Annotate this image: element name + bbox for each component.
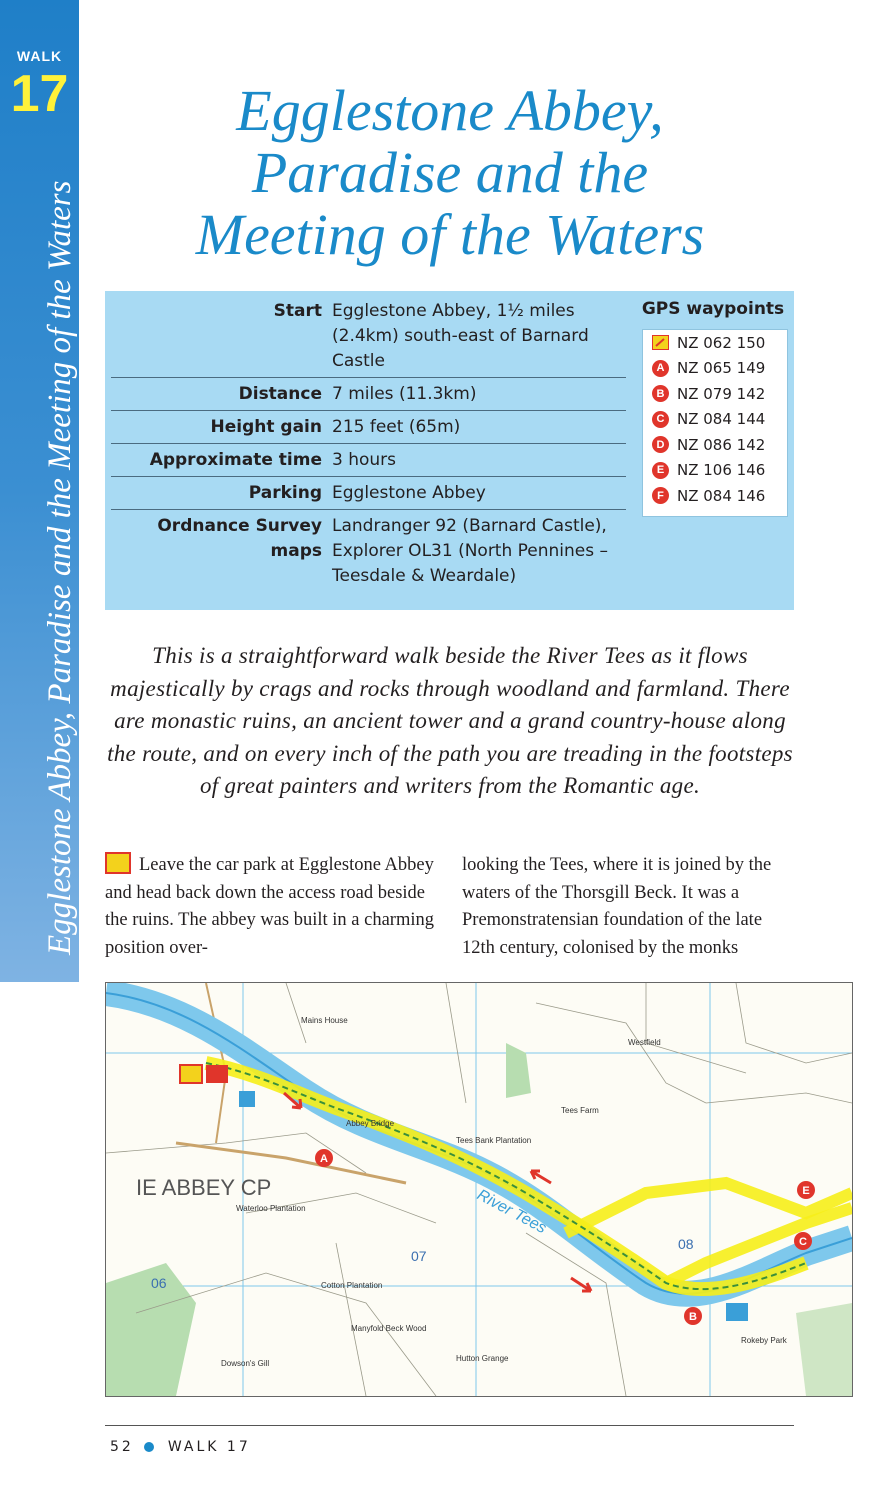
waypoint-c-icon: C <box>652 411 669 428</box>
gps-item <box>643 458 787 484</box>
gps-item <box>643 407 787 433</box>
map-marker-label: B <box>689 1311 697 1323</box>
title-line-2: Paradise and the <box>251 140 649 205</box>
woodland-area <box>506 1043 531 1098</box>
building-icon <box>726 1303 748 1321</box>
map-label: Tees Bank Plantation <box>456 1136 532 1145</box>
parking-icon <box>206 1065 228 1083</box>
map-label: Cotton Plantation <box>321 1281 383 1290</box>
walk-label: WALK <box>16 48 63 64</box>
info-row-time <box>111 444 626 477</box>
body-column-2 <box>462 852 794 962</box>
info-table <box>111 295 626 592</box>
woodland-area <box>796 1303 852 1396</box>
map-label: Mains House <box>301 1016 348 1025</box>
map-label: River Tees <box>474 1186 550 1238</box>
side-band <box>0 0 79 982</box>
direction-arrow-icon <box>571 1278 591 1291</box>
gps-item <box>643 356 787 382</box>
map-label: Waterloo Plantation <box>236 1204 306 1213</box>
footer-rule <box>105 1425 794 1426</box>
intro-paragraph: This is a straightforward walk beside the River Tees as it flows majestically by crags and rocks through woodland and farmland. There are monastic ruins, an ancient tower and a grand country-house along the route, and on every inch of the path you are treading in the footsteps of great painters and writers from the Romantic age. <box>107 643 793 798</box>
map-marker-label: E <box>802 1185 810 1197</box>
gps-grid: NZ 084 144 <box>677 410 766 429</box>
map-label: Westfield <box>628 1038 661 1047</box>
gps-box <box>632 291 794 529</box>
map-label: Tees Farm <box>561 1106 599 1115</box>
map-marker-label: C <box>799 1236 807 1248</box>
map-svg <box>106 983 852 1396</box>
info-label: Ordnance Survey maps <box>157 516 322 561</box>
title-line-1: Egglestone Abbey, <box>236 78 664 143</box>
gps-grid: NZ 106 146 <box>677 461 766 480</box>
title-line-3: Meeting of the Waters <box>195 202 705 267</box>
info-value: 215 feet (65m) <box>332 417 461 437</box>
gps-item <box>643 381 787 407</box>
info-label: Distance <box>238 384 322 404</box>
map-label: IE ABBEY CP <box>136 1175 272 1200</box>
map-label: 07 <box>411 1248 427 1264</box>
info-row-start <box>111 295 626 378</box>
start-marker-icon <box>105 852 131 874</box>
map-label: Hutton Grange <box>456 1354 509 1363</box>
footer-walk: WALK 17 <box>167 1439 251 1455</box>
body-column-1 <box>105 852 437 962</box>
waypoint-f-icon: F <box>652 487 669 504</box>
waypoint-a-icon: A <box>652 360 669 377</box>
info-icon <box>239 1091 255 1107</box>
map-label: Dowson's Gill <box>221 1359 270 1368</box>
info-value: Landranger 92 (Barnard Castle), Explorer OL31 (North Pennines – Teesdale & Weardale) <box>332 516 609 586</box>
waypoint-b-icon: B <box>652 385 669 402</box>
info-value: Egglestone Abbey <box>332 483 486 503</box>
page-footer <box>110 1439 251 1455</box>
map-label: Manyfold Beck Wood <box>351 1324 427 1333</box>
body-text: looking the Tees, where it is joined by the waters of the Thorsgill Beck. It was a Premonstratensian foundation of the late 12th century, colonised by the monks <box>462 855 772 958</box>
gps-title: GPS waypoints <box>641 299 785 319</box>
gps-item <box>643 330 787 356</box>
waypoint-e-icon: E <box>652 462 669 479</box>
body-text: Leave the car park at Egglestone Abbey and head back down the access road beside the ruins. The abbey was built in a charming position over- <box>105 855 434 958</box>
waypoint-d-icon: D <box>652 436 669 453</box>
info-value: 7 miles (11.3km) <box>332 384 477 404</box>
side-title: Egglestone Abbey, Paradise and the Meeting of the Waters <box>42 180 78 955</box>
start-marker-icon <box>180 1065 202 1083</box>
info-row-maps <box>111 510 626 592</box>
walk-number: 17 <box>10 65 69 123</box>
info-panel <box>105 291 794 610</box>
page-title <box>105 80 795 266</box>
gps-grid: NZ 086 142 <box>677 435 766 454</box>
map-label: 06 <box>151 1275 167 1291</box>
info-row-parking <box>111 477 626 510</box>
info-value: Egglestone Abbey, 1½ miles (2.4km) south-east of Barnard Castle <box>332 301 589 371</box>
start-marker-icon <box>652 335 669 350</box>
gps-grid: NZ 062 150 <box>677 333 766 352</box>
gps-grid: NZ 065 149 <box>677 359 766 378</box>
gps-grid: NZ 079 142 <box>677 384 766 403</box>
gps-list <box>642 329 788 517</box>
route-map <box>105 982 853 1397</box>
info-label: Approximate time <box>149 450 322 470</box>
gps-item <box>643 432 787 458</box>
map-label: Abbey Bridge <box>346 1119 395 1128</box>
direction-arrow-icon <box>531 1171 551 1183</box>
gps-item <box>643 483 787 509</box>
info-label: Parking <box>248 483 322 503</box>
map-label: Rokeby Park <box>741 1336 787 1345</box>
info-value: 3 hours <box>332 450 397 470</box>
map-marker-label: A <box>320 1153 328 1165</box>
page-number: 52 <box>110 1439 134 1455</box>
map-label: 08 <box>678 1236 694 1252</box>
info-row-height-gain <box>111 411 626 444</box>
footer-dot-icon <box>144 1442 154 1452</box>
gps-grid: NZ 084 146 <box>677 486 766 505</box>
info-row-distance <box>111 378 626 411</box>
info-label: Start <box>273 301 322 321</box>
info-label: Height gain <box>210 417 322 437</box>
